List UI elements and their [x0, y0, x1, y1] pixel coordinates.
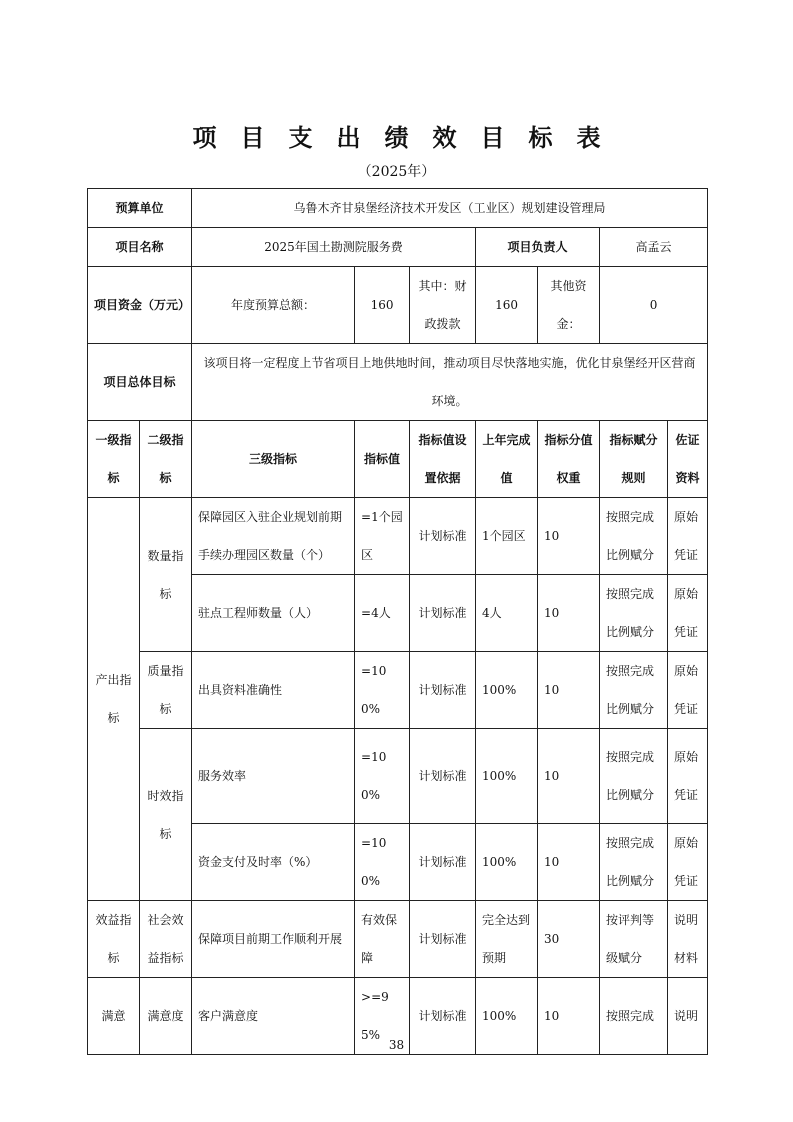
indicator-name: 驻点工程师数量（人） — [192, 575, 355, 652]
overall-goal-label: 项目总体目标 — [88, 344, 192, 421]
project-name-label: 项目名称 — [88, 228, 192, 267]
indicator-rule: 按照完成比例赋分 — [600, 652, 668, 729]
indicator-rule: 按照完成比例赋分 — [600, 824, 668, 901]
header-level1: 一级指标 — [88, 421, 140, 498]
indicator-basis: 计划标准 — [410, 729, 476, 824]
header-last-year: 上年完成值 — [476, 421, 538, 498]
indicator-last-year: 100% — [476, 824, 538, 901]
document-title: 项目支出绩效目标表 — [192, 124, 625, 152]
indicator-weight: 30 — [538, 901, 600, 978]
header-indicator-value: 指标值 — [355, 421, 410, 498]
project-leader-value: 高孟云 — [600, 228, 708, 267]
project-funds-label: 项目资金（万元） — [88, 267, 192, 344]
indicator-weight: 10 — [538, 729, 600, 824]
overall-goal-value: 该项目将一定程度上节省项目上地供地时间，推动项目尽快落地实施，优化甘泉堡经开区营商环境。 — [192, 344, 708, 421]
indicator-value: =100% — [355, 824, 410, 901]
group-satisfaction-sub: 满意度 — [140, 978, 192, 1055]
indicator-evidence: 原始凭证 — [668, 575, 708, 652]
annual-total-label: 年度预算总额： — [192, 267, 355, 344]
fiscal-allocation-value: 160 — [476, 267, 538, 344]
group-social-benefit: 社会效益指标 — [140, 901, 192, 978]
indicator-evidence: 说明材料 — [668, 901, 708, 978]
project-leader-label: 项目负责人 — [476, 228, 600, 267]
header-weight: 指标分值权重 — [538, 421, 600, 498]
indicator-name: 出具资料准确性 — [192, 652, 355, 729]
group-timeliness: 时效指标 — [140, 729, 192, 901]
indicator-last-year: 完全达到预期 — [476, 901, 538, 978]
indicator-basis: 计划标准 — [410, 824, 476, 901]
indicator-rule: 按照完成比例赋分 — [600, 575, 668, 652]
indicator-basis: 计划标准 — [410, 652, 476, 729]
indicator-rule: 按照完成比例赋分 — [600, 498, 668, 575]
other-funds-label: 其他资金： — [538, 267, 600, 344]
performance-target-table — [87, 188, 708, 1055]
indicator-evidence: 原始凭证 — [668, 498, 708, 575]
budget-unit-label: 预算单位 — [88, 189, 192, 228]
group-quality: 质量指标 — [140, 652, 192, 729]
indicator-name: 服务效率 — [192, 729, 355, 824]
indicator-value: =1个园区 — [355, 498, 410, 575]
indicator-rule: 按评判等级赋分 — [600, 901, 668, 978]
indicator-name: 客户满意度 — [192, 978, 355, 1055]
indicator-weight: 10 — [538, 978, 600, 1055]
indicator-basis: 计划标准 — [410, 978, 476, 1055]
header-level2: 二级指标 — [140, 421, 192, 498]
indicator-last-year: 1个园区 — [476, 498, 538, 575]
indicator-weight: 10 — [538, 652, 600, 729]
page-number: 38 — [388, 1038, 405, 1052]
group-quantity: 数量指标 — [140, 498, 192, 652]
indicator-value: =100% — [355, 652, 410, 729]
header-evidence: 佐证资料 — [668, 421, 708, 498]
document-year: （2025年） — [357, 164, 436, 180]
indicator-name: 资金支付及时率（%） — [192, 824, 355, 901]
indicator-rule: 按照完成 — [600, 978, 668, 1055]
budget-unit-value: 乌鲁木齐甘泉堡经济技术开发区（工业区）规划建设管理局 — [192, 189, 708, 228]
group-benefit: 效益指标 — [88, 901, 140, 978]
indicator-value: =4人 — [355, 575, 410, 652]
indicator-value: 有效保障 — [355, 901, 410, 978]
indicator-evidence: 原始凭证 — [668, 652, 708, 729]
indicator-last-year: 100% — [476, 978, 538, 1055]
indicator-weight: 10 — [538, 498, 600, 575]
header-basis: 指标值设置依据 — [410, 421, 476, 498]
indicator-name: 保障项目前期工作顺利开展 — [192, 901, 355, 978]
indicator-value: >=95% — [355, 978, 410, 1055]
indicator-evidence: 原始凭证 — [668, 729, 708, 824]
indicator-evidence: 原始凭证 — [668, 824, 708, 901]
header-rule: 指标赋分规则 — [600, 421, 668, 498]
indicator-name: 保障园区入驻企业规划前期手续办理园区数量（个） — [192, 498, 355, 575]
indicator-basis: 计划标准 — [410, 498, 476, 575]
annual-total-value: 160 — [355, 267, 410, 344]
group-satisfaction: 满意 — [88, 978, 140, 1055]
indicator-basis: 计划标准 — [410, 575, 476, 652]
indicator-basis: 计划标准 — [410, 901, 476, 978]
indicator-last-year: 100% — [476, 652, 538, 729]
indicator-evidence: 说明 — [668, 978, 708, 1055]
table-row — [88, 901, 708, 978]
table-row — [88, 729, 708, 824]
indicator-last-year: 4人 — [476, 575, 538, 652]
indicator-weight: 10 — [538, 824, 600, 901]
group-output: 产出指标 — [88, 498, 140, 901]
indicator-rule: 按照完成比例赋分 — [600, 729, 668, 824]
indicator-value: =100% — [355, 729, 410, 824]
indicator-last-year: 100% — [476, 729, 538, 824]
table-row — [88, 498, 708, 575]
table-row — [88, 652, 708, 729]
project-name-value: 2025年国土勘测院服务费 — [192, 228, 476, 267]
other-funds-value: 0 — [600, 267, 708, 344]
fiscal-allocation-label: 其中：财政拨款 — [410, 267, 476, 344]
header-level3: 三级指标 — [192, 421, 355, 498]
indicator-weight: 10 — [538, 575, 600, 652]
